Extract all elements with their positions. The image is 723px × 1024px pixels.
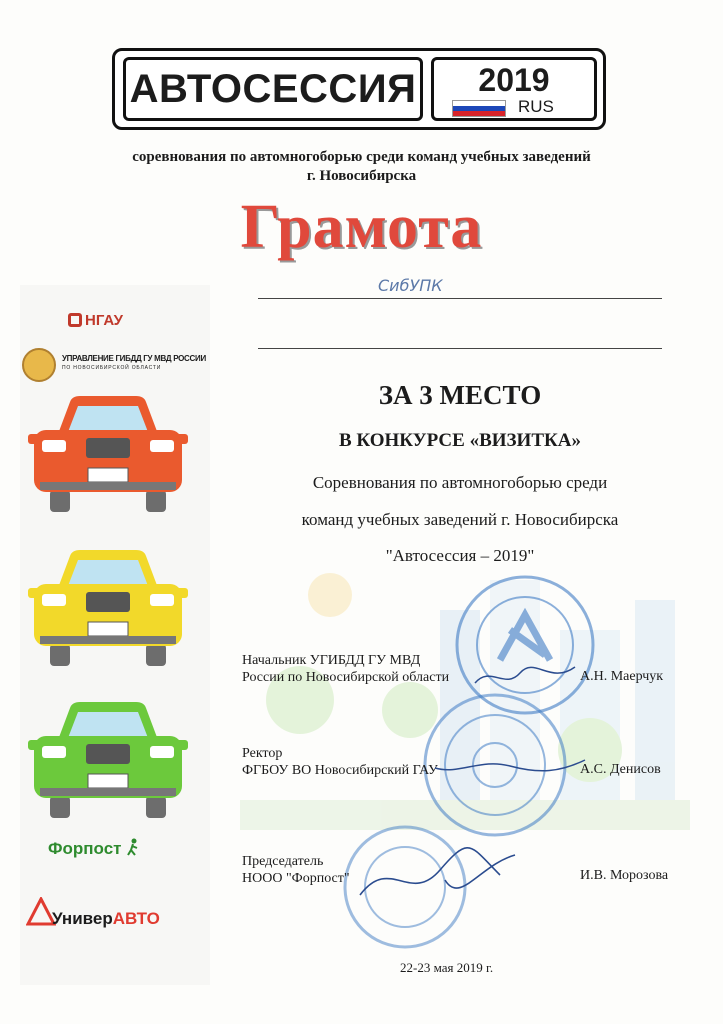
univerauto-logo: [22, 893, 212, 939]
description-line-2: команд учебных заведений г. Новосибирска: [301, 510, 619, 529]
description-line-3: "Автосессия – 2019": [385, 546, 535, 565]
signature-2-scribble: [430, 750, 590, 780]
header-line-2: г. Новосибирска: [306, 168, 417, 184]
gibdd-logo-subtext: ПО НОВОСИБИРСКОЙ ОБЛАСТИ: [62, 365, 162, 371]
gibdd-emblem-icon: [22, 348, 56, 382]
forpost-logo: [48, 838, 140, 859]
plate-region-box: [431, 57, 597, 121]
award-contest: В КОНКУРСЕ «ВИЗИТКА»: [338, 430, 582, 451]
signature-3-scribble: [350, 835, 520, 915]
certificate-title: Грамота: [240, 193, 483, 261]
signature-1-position: [242, 652, 449, 686]
plate-word-box: [123, 57, 423, 121]
award-place: ЗА 3 МЕСТО: [378, 380, 542, 410]
signature-2-title-line2: ФГБОУ ВО Новосибирский ГАУ: [242, 763, 438, 778]
signature-2-position: [242, 745, 438, 779]
signature-3-position: [242, 853, 350, 887]
ngau-logo-text: НГАУ: [85, 312, 123, 329]
ngau-mark-icon: [68, 313, 82, 327]
header-line-1: соревнования по автомногоборью среди команд учебных заведений: [132, 149, 591, 165]
russian-flag-icon: [452, 100, 506, 117]
description-line-1: Соревнования по автомногоборью среди: [312, 473, 608, 492]
recipient-line-2: [258, 348, 662, 349]
ngau-logo: [68, 312, 123, 329]
signature-1-title-line1: Начальник УГИБДД ГУ МВД: [242, 653, 421, 668]
signature-3-title-line2: НООО "Форпост": [242, 871, 350, 886]
red-car-icon: [28, 394, 188, 514]
recipient-line-1: [258, 298, 662, 299]
forpost-logo-text: Форпост: [48, 839, 122, 858]
event-date: 22-23 мая 2019 г.: [400, 960, 494, 975]
plate-word: АВТОСЕССИЯ: [129, 66, 417, 111]
signature-2-title-line1: Ректор: [242, 746, 283, 761]
recipient-handwritten: СибУПК: [378, 276, 443, 295]
green-car-icon: [28, 700, 188, 820]
plate-year: 2019: [478, 62, 550, 98]
univerauto-logo-text: УниверАВТО: [52, 909, 160, 928]
signature-3-title-line1: Председатель: [242, 854, 324, 869]
signature-1-title-line2: России по Новосибирской области: [242, 670, 450, 685]
walking-person-icon: [126, 838, 140, 856]
signature-2-name: А.С. Денисов: [580, 762, 661, 777]
plate-country: RUS: [518, 97, 554, 116]
gibdd-logo-text: УПРАВЛЕНИЕ ГИБДД ГУ МВД РОССИИ: [62, 354, 206, 363]
signature-1-name: А.Н. Маерчук: [580, 669, 664, 684]
signature-3-name: И.В. Морозова: [580, 868, 669, 883]
gibdd-logo: [22, 348, 212, 384]
yellow-car-icon: [28, 548, 188, 668]
license-plate-logo: [112, 48, 606, 130]
signature-1-scribble: [470, 655, 580, 695]
